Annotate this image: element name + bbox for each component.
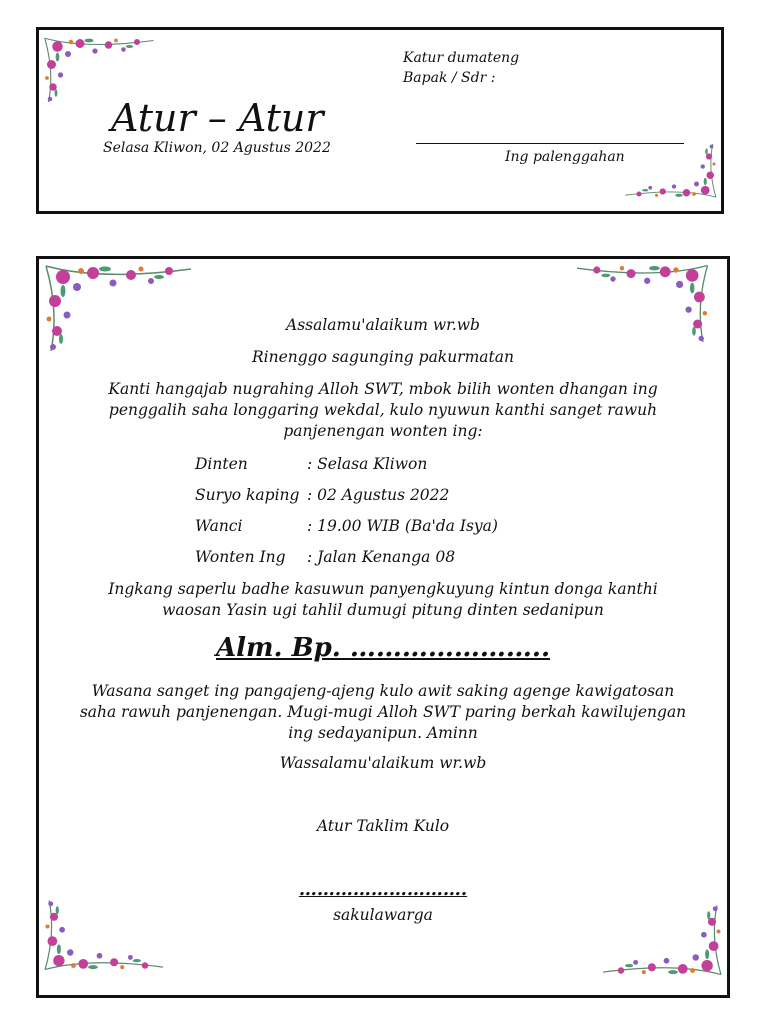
closing-paragraph: Wasana sanget ing pangajeng-ajeng kulo awit saking agenge kawigatosan saha rawuh panjenengan. Mugi-mugi Alloh SWT paring berkah kawilujengan ing sedayanipun. Aminn: [79, 682, 687, 742]
detail-label-date: Suryo kaping: [195, 486, 300, 504]
greeting: Assalamu'alaikum wr.wb: [286, 316, 480, 334]
cover-date: Selasa Kliwon, 02 Agustus 2022: [103, 140, 331, 156]
flower-ornament-bottom-right: [619, 129, 719, 209]
intro-paragraph: Kanti hangajab nugrahing Alloh SWT, mbok bilih wonten dhangan ing penggalih saha longgaring wekdal, kulo nyuwun kanthi sanget rawuh panjenengan wonten ing:: [108, 380, 658, 440]
detail-value-place: : Jalan Kenanga 08: [307, 548, 456, 566]
signoff: Atur Taklim Kulo: [316, 817, 450, 835]
addressee-line-2: Bapak / Sdr :: [403, 70, 496, 86]
flower-ornament-top-right: [555, 261, 725, 351]
cover-title: Atur – Atur: [111, 96, 324, 140]
detail-label-time: Wanci: [195, 517, 243, 535]
flower-ornament-top-left: [41, 261, 201, 361]
detail-value-date: : 02 Agustus 2022: [307, 486, 450, 504]
cover-card: [36, 27, 724, 214]
signature-line: ……………………….: [298, 879, 468, 900]
closing-salam: Wassalamu'alaikum wr.wb: [279, 754, 487, 772]
invitation-letter: [36, 256, 730, 998]
addressee-name-line: [416, 143, 684, 144]
detail-value-day: : Selasa Kliwon: [307, 455, 428, 473]
place-label: Ing palenggahan: [505, 149, 625, 165]
purpose-paragraph: Ingkang saperlu badhe kasuwun panyengkuyung kintun donga kanthi waosan Yasin ugi tahlil dumugi pitung dinten sedanipun: [108, 580, 658, 619]
addressee-line-1: Katur dumateng: [403, 50, 520, 66]
family-label: sakulawarga: [333, 906, 433, 924]
detail-value-time: : 19.00 WIB (Ba'da Isya): [307, 517, 498, 535]
detail-label-place: Wonten Ing: [195, 548, 286, 566]
respect-line: Rinenggo sagunging pakurmatan: [251, 348, 514, 366]
deceased-name: Alm. Bp. …………………..: [215, 633, 551, 663]
detail-label-day: Dinten: [195, 455, 248, 473]
